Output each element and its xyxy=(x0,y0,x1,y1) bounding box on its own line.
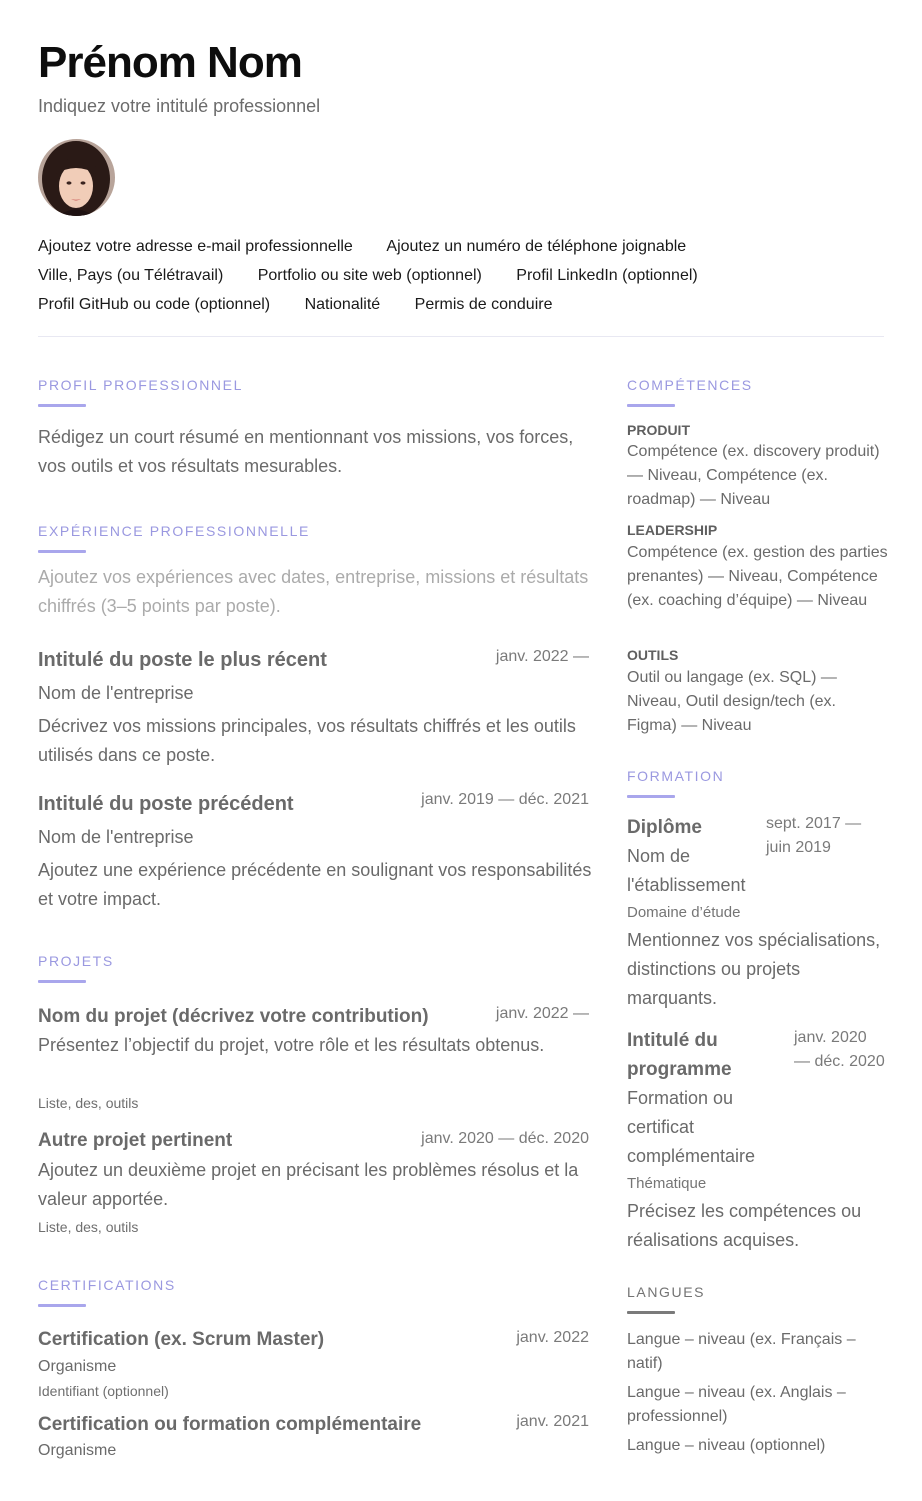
job-title: Intitulé du poste précédent xyxy=(38,793,294,815)
program-dates: janv. 2020 — déc. 2020 xyxy=(794,1029,885,1070)
header-divider xyxy=(38,336,884,337)
projects-section-title: PROJETS xyxy=(38,953,114,969)
project-dates: janv. 2022 — xyxy=(495,1005,589,1022)
language-item: Langue – niveau (optionnel) xyxy=(627,1437,826,1454)
avatar xyxy=(38,139,115,216)
project-title: Autre projet pertinent xyxy=(38,1130,233,1151)
skill-category: OUTILS xyxy=(627,647,679,663)
certification-org: Organisme xyxy=(38,1358,117,1375)
project-tools: Liste, des, outils xyxy=(38,1095,139,1111)
contact-row-3 xyxy=(38,295,552,315)
certification-id: Identifiant (optionnel) xyxy=(38,1383,169,1399)
certification-org: Organisme xyxy=(38,1442,117,1459)
experience-section-title: EXPÉRIENCE PROFESSIONNELLE xyxy=(38,523,310,539)
skill-list: Compétence (ex. discovery produit) — Niveau, Compétence (ex. roadmap) — Niveau xyxy=(627,443,880,508)
field-of-study: Domaine d’étude xyxy=(627,904,741,921)
section-underline xyxy=(38,404,86,407)
program-title: Intitulé du programme xyxy=(627,1030,732,1080)
email-field[interactable]: Ajoutez votre adresse e-mail professionnelle xyxy=(38,238,353,255)
degree-description: Mentionnez vos spécialisations, distinctions ou projets marquants. xyxy=(627,930,881,1008)
job-title: Intitulé du poste le plus récent xyxy=(38,649,327,671)
section-underline xyxy=(627,1311,675,1314)
github-field[interactable]: Profil GitHub ou code (optionnel) xyxy=(38,296,271,313)
contact-row-1 xyxy=(38,237,686,257)
project-dates: janv. 2020 — déc. 2020 xyxy=(421,1130,589,1147)
degree-dates: sept. 2017 — juin 2019 xyxy=(766,815,862,856)
program-school: Formation ou certificat complémentaire xyxy=(627,1088,756,1166)
skill-category: PRODUIT xyxy=(627,422,690,438)
project-description: Présentez l’objectif du projet, votre rôle et les résultats obtenus. xyxy=(38,1035,545,1055)
job-company: Nom de l'entreprise xyxy=(38,827,194,847)
project-tools: Liste, des, outils xyxy=(38,1219,139,1235)
section-underline xyxy=(38,550,86,553)
degree-title: Diplôme xyxy=(627,817,702,838)
job-company: Nom de l'entreprise xyxy=(38,683,194,703)
certification-date: janv. 2022 xyxy=(516,1329,589,1346)
language-item: Langue – niveau (ex. Anglais – professionnel) xyxy=(627,1384,846,1425)
driving-license-field[interactable]: Permis de conduire xyxy=(414,296,553,313)
job-description: Décrivez vos missions principales, vos résultats chiffrés et les outils utilisés dans ce poste. xyxy=(38,716,576,765)
job-dates: janv. 2019 — déc. 2021 xyxy=(421,791,589,808)
profile-section-title: PROFIL PROFESSIONNEL xyxy=(38,377,243,393)
contact-row-2 xyxy=(38,266,698,286)
location-field[interactable]: Ville, Pays (ou Télétravail) xyxy=(38,267,224,284)
section-underline xyxy=(38,1304,86,1307)
profile-summary: Rédigez un court résumé en mentionnant vos missions, vos forces, vos outils et vos résultats mesurables. xyxy=(38,427,574,476)
experience-intro: Ajoutez vos expériences avec dates, entreprise, missions et résultats chiffrés (3–5 points par poste). xyxy=(38,567,589,616)
certification-title: Certification ou formation complémentaire xyxy=(38,1414,422,1435)
program-description: Précisez les compétences ou réalisations acquises. xyxy=(627,1201,862,1250)
skill-list: Outil ou langage (ex. SQL) — Niveau, Outil design/tech (ex. Figma) — Niveau xyxy=(627,669,837,734)
languages-section-title: LANGUES xyxy=(627,1284,706,1300)
skill-list: Compétence (ex. gestion des parties prenantes) — Niveau, Compétence (ex. coaching d’équipe) — Niveau xyxy=(627,544,888,609)
language-item: Langue – niveau (ex. Français – natif) xyxy=(627,1331,856,1372)
education-section-title: FORMATION xyxy=(627,768,725,784)
certification-title: Certification (ex. Scrum Master) xyxy=(38,1329,325,1350)
phone-field[interactable]: Ajoutez un numéro de téléphone joignable xyxy=(386,238,687,255)
certifications-section-title: CERTIFICATIONS xyxy=(38,1277,176,1293)
section-underline xyxy=(627,795,675,798)
project-description: Ajoutez un deuxième projet en précisant les problèmes résolus et la valeur apportée. xyxy=(38,1160,579,1209)
portfolio-field[interactable]: Portfolio ou site web (optionnel) xyxy=(257,267,482,284)
school-name: Nom de l'établissement xyxy=(627,846,746,895)
person-name: Prénom Nom xyxy=(38,38,302,87)
section-underline xyxy=(627,404,675,407)
linkedin-field[interactable]: Profil LinkedIn (optionnel) xyxy=(516,267,698,284)
project-title: Nom du projet (décrivez votre contribution) xyxy=(38,1006,429,1027)
certification-date: janv. 2021 xyxy=(516,1413,589,1430)
avatar-photo xyxy=(38,139,115,216)
skills-section-title: COMPÉTENCES xyxy=(627,377,753,393)
program-topic: Thématique xyxy=(627,1175,707,1192)
job-headline: Indiquez votre intitulé professionnel xyxy=(38,96,321,116)
skill-category: LEADERSHIP xyxy=(627,522,718,538)
job-dates: janv. 2022 — xyxy=(495,648,589,665)
job-description: Ajoutez une expérience précédente en soulignant vos responsabilités et votre impact. xyxy=(38,860,592,909)
section-underline xyxy=(38,980,86,983)
nationality-field[interactable]: Nationalité xyxy=(304,296,381,313)
